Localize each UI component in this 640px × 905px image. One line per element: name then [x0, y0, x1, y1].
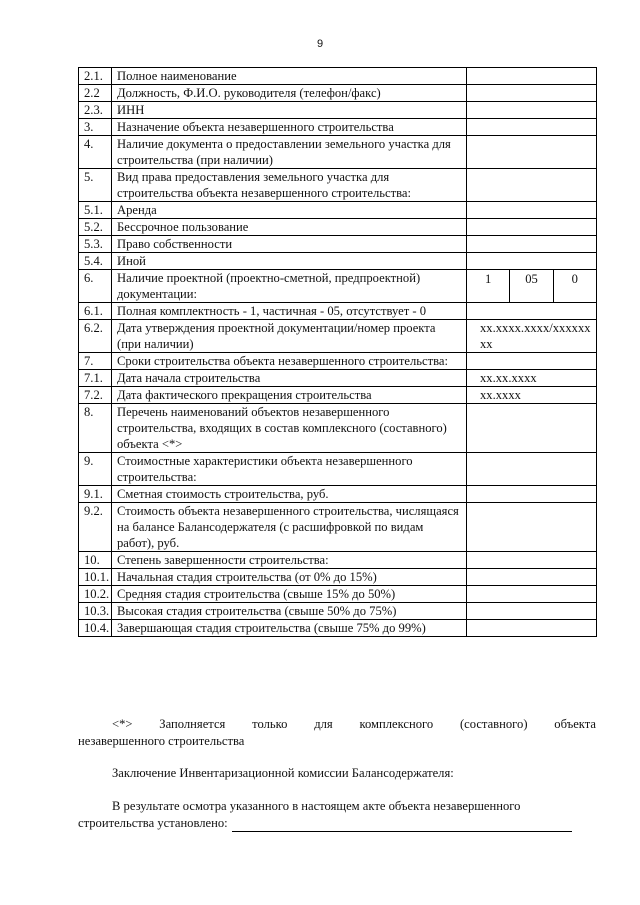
row-value[interactable] — [467, 586, 597, 603]
row-number: 10.3. — [79, 603, 112, 620]
table-row — [79, 404, 597, 453]
row-name: Средняя стадия строительства (свыше 15% до 50%) — [112, 586, 467, 603]
result-text-line1: В результате осмотра указанного в настоящем акте объекта незавершенного — [112, 799, 521, 813]
row-name: Перечень наименований объектов незавершенного строительства, входящих в состав комплексного (составного) объекта <*> — [112, 404, 467, 453]
table-row — [79, 486, 597, 503]
row-name: Должность, Ф.И.О. руководителя (телефон/факс) — [112, 85, 467, 102]
conclusion-heading: Заключение Инвентаризационной комиссии Балансодержателя: — [112, 766, 454, 780]
row-name: Право собственности — [112, 236, 467, 253]
result-fill-line[interactable] — [232, 817, 572, 832]
footnote-line1: <*> Заполняется только для комплексного (составного) объекта — [112, 717, 596, 731]
row-value[interactable] — [467, 370, 597, 387]
table-row — [79, 102, 597, 119]
row-value[interactable] — [467, 270, 597, 303]
row-name: Дата фактического прекращения строительства — [112, 387, 467, 404]
table-row — [79, 503, 597, 552]
row-value[interactable] — [467, 253, 597, 270]
table-row — [79, 236, 597, 253]
row-value[interactable] — [467, 85, 597, 102]
row-value[interactable] — [467, 320, 597, 353]
row-value[interactable] — [467, 353, 597, 370]
row-number: 9.2. — [79, 503, 112, 552]
row-value[interactable] — [467, 303, 597, 320]
row-value[interactable] — [467, 503, 597, 552]
row-value[interactable] — [467, 219, 597, 236]
row-name: Завершающая стадия строительства (свыше 75% до 99%) — [112, 620, 467, 637]
row-number: 8. — [79, 404, 112, 453]
table-row — [79, 370, 597, 387]
row-value[interactable] — [467, 68, 597, 85]
row-value[interactable] — [467, 136, 597, 169]
table-row — [79, 68, 597, 85]
table-row — [79, 85, 597, 102]
row-value[interactable] — [467, 404, 597, 453]
row-value[interactable] — [467, 620, 597, 637]
row-name: Дата начала строительства — [112, 370, 467, 387]
row-name: Аренда — [112, 202, 467, 219]
row-number: 5. — [79, 169, 112, 202]
row-value[interactable] — [467, 453, 597, 486]
row-number: 7.1. — [79, 370, 112, 387]
row-value[interactable] — [467, 486, 597, 503]
table-row — [79, 219, 597, 236]
row-name: Сроки строительства объекта незавершенного строительства: — [112, 353, 467, 370]
row-number: 10.2. — [79, 586, 112, 603]
row-number: 7.2. — [79, 387, 112, 404]
row-name: Иной — [112, 253, 467, 270]
row-name: Полная комплектность - 1, частичная - 05, отсутствует - 0 — [112, 303, 467, 320]
row-number: 5.4. — [79, 253, 112, 270]
row-name: Бессрочное пользование — [112, 219, 467, 236]
completeness-option[interactable]: 05 — [510, 270, 553, 302]
row-name: Стоимость объекта незавершенного строительства, числящаяся на балансе Балансодержателя (с расшифровкой по видам работ), руб. — [112, 503, 467, 552]
row-name: Полное наименование — [112, 68, 467, 85]
table-row — [79, 353, 597, 370]
row-number: 9. — [79, 453, 112, 486]
row-number: 5.3. — [79, 236, 112, 253]
row-name: Начальная стадия строительства (от 0% до 15%) — [112, 569, 467, 586]
row-number: 9.1. — [79, 486, 112, 503]
table-row — [79, 387, 597, 404]
table-row — [79, 320, 597, 353]
completeness-option[interactable]: 0 — [571, 272, 578, 286]
row-number: 10.1. — [79, 569, 112, 586]
table-body — [79, 68, 597, 637]
table-row — [79, 169, 597, 202]
row-value-text: хх.хххх — [480, 388, 521, 402]
footnote — [78, 716, 596, 733]
page-number: 9 — [316, 38, 324, 50]
table-row — [79, 620, 597, 637]
table-row — [79, 270, 597, 303]
row-number: 7. — [79, 353, 112, 370]
row-number: 6.1. — [79, 303, 112, 320]
table-row — [79, 136, 597, 169]
row-value[interactable] — [467, 236, 597, 253]
row-name: ИНН — [112, 102, 467, 119]
row-name: Стоимостные характеристики объекта незавершенного строительства: — [112, 453, 467, 486]
row-value[interactable] — [467, 169, 597, 202]
row-value[interactable] — [467, 387, 597, 404]
row-number: 2.3. — [79, 102, 112, 119]
row-name: Степень завершенности строительства: — [112, 552, 467, 569]
row-name: Вид права предоставления земельного участка для строительства объекта незавершенного строительства: — [112, 169, 467, 202]
row-name: Наличие документа о предоставлении земельного участка для строительства (при наличии) — [112, 136, 467, 169]
row-number: 2.1. — [79, 68, 112, 85]
row-value[interactable] — [467, 552, 597, 569]
table-row — [79, 119, 597, 136]
table-row — [79, 202, 597, 219]
completeness-options — [467, 270, 596, 302]
row-number: 4. — [79, 136, 112, 169]
row-number: 10. — [79, 552, 112, 569]
row-value[interactable] — [467, 603, 597, 620]
row-value[interactable] — [467, 202, 597, 219]
row-number: 5.2. — [79, 219, 112, 236]
row-name: Наличие проектной (проектно-сметной, предпроектной) документации: — [112, 270, 467, 303]
table-row — [79, 552, 597, 569]
row-value-text: хх.хххх.хххх/хххххххх — [480, 321, 591, 351]
row-number: 3. — [79, 119, 112, 136]
footnote-line2: незавершенного строительства — [78, 734, 245, 748]
row-name: Высокая стадия строительства (свыше 50% до 75%) — [112, 603, 467, 620]
completeness-option[interactable]: 1 — [467, 270, 510, 302]
row-value[interactable] — [467, 569, 597, 586]
table-row — [79, 603, 597, 620]
result-text-line2 — [78, 815, 572, 832]
row-number: 5.1. — [79, 202, 112, 219]
row-value[interactable] — [467, 102, 597, 119]
row-name: Назначение объекта незавершенного строительства — [112, 119, 467, 136]
row-name: Дата утверждения проектной документации/номер проекта (при наличии) — [112, 320, 467, 353]
row-number: 2.2 — [79, 85, 112, 102]
table-row — [79, 453, 597, 486]
table-row — [79, 586, 597, 603]
row-value[interactable] — [467, 119, 597, 136]
table-row — [79, 303, 597, 320]
inventory-table — [78, 67, 597, 637]
table-row — [79, 569, 597, 586]
row-number: 10.4. — [79, 620, 112, 637]
row-number: 6.2. — [79, 320, 112, 353]
row-value-text: хх.хх.хххх — [480, 371, 537, 385]
row-number: 6. — [79, 270, 112, 303]
result-text-label: строительства установлено: — [78, 816, 228, 830]
table-row — [79, 253, 597, 270]
row-name: Сметная стоимость строительства, руб. — [112, 486, 467, 503]
